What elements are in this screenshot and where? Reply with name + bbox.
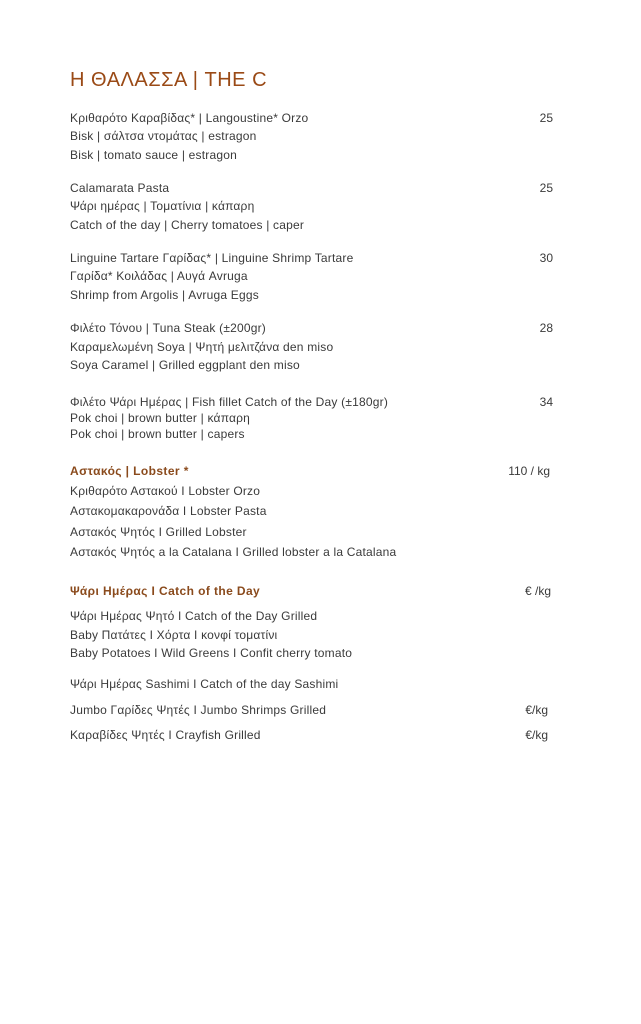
section-price: € /kg bbox=[524, 584, 551, 598]
lobster-item: Κριθαρότο Αστακού I Lobster Orzo bbox=[70, 484, 261, 498]
dish-price: 25 bbox=[539, 111, 553, 125]
dish-description-english: Catch of the day | Cherry tomatoes | caper bbox=[70, 218, 305, 232]
dish-name: Φιλέτο Τόνου | Tuna Steak (±200gr) bbox=[70, 321, 266, 335]
dish-price: 30 bbox=[539, 251, 553, 265]
dish-description-english: Bisk | tomato sauce | estragon bbox=[70, 148, 237, 162]
dish-description-greek: Καραμελωμένη Soya | Ψητή μελιτζάνα den miso bbox=[70, 340, 334, 354]
dish-description-english: Soya Caramel | Grilled eggplant den miso bbox=[70, 358, 300, 372]
extra-item-price: €/kg bbox=[525, 728, 548, 742]
dish-description-greek: Ψάρι ημέρας | Τοματίνια | κάπαρη bbox=[70, 199, 255, 213]
dish-price: 34 bbox=[539, 395, 553, 409]
dish-name: Linguine Tartare Γαρίδας* | Linguine Shrimp Tartare bbox=[70, 251, 354, 265]
section-heading: Αστακός | Lobster * bbox=[70, 464, 189, 478]
sashimi-item: Ψάρι Ημέρας Sashimi I Catch of the day Sashimi bbox=[70, 677, 339, 691]
lobster-item: Αστακομακαρονάδα I Lobster Pasta bbox=[70, 504, 267, 518]
extra-item-price: €/kg bbox=[525, 703, 548, 717]
section-price: 110 / kg bbox=[508, 464, 550, 478]
catch-item: Baby Πατάτες I Χόρτα I κονφί τοματίνι bbox=[70, 628, 278, 642]
extra-item-name: Καραβίδες Ψητές I Crayfish Grilled bbox=[70, 728, 261, 742]
section-heading: Ψάρι Ημέρας I Catch of the Day bbox=[70, 584, 261, 598]
lobster-item: Αστακός Ψητός a la Catalana I Grilled lobster a la Catalana bbox=[70, 545, 397, 559]
dish-description-english: Pok choi | brown butter | capers bbox=[70, 427, 245, 441]
dish-price: 25 bbox=[539, 181, 553, 195]
dish-name: Φιλέτο Ψάρι Ημέρας | Fish fillet Catch of the Day (±180gr) bbox=[70, 395, 389, 409]
catch-item: Ψάρι Ημέρας Ψητό I Catch of the Day Grilled bbox=[70, 609, 318, 623]
catch-item: Baby Potatoes I Wild Greens I Confit cherry tomato bbox=[70, 646, 353, 660]
dish-description-greek: Bisk | σάλτσα ντομάτας | estragon bbox=[70, 129, 257, 143]
dish-description-greek: Γαρίδα* Κοιλάδας | Αυγά Avruga bbox=[70, 269, 248, 283]
extra-item-name: Jumbo Γαρίδες Ψητές I Jumbo Shrimps Grilled bbox=[70, 703, 327, 717]
dish-description-english: Shrimp from Argolis | Avruga Eggs bbox=[70, 288, 259, 302]
dish-name: Κριθαρότο Καραβίδας* | Langoustine* Orzo bbox=[70, 111, 309, 125]
page-title: Η ΘΑΛΑΣΣΑ | THE C bbox=[70, 69, 268, 91]
lobster-item: Αστακός Ψητός I Grilled Lobster bbox=[70, 525, 247, 539]
dish-price: 28 bbox=[539, 321, 553, 335]
dish-description-greek: Pok choi | brown butter | κάπαρη bbox=[70, 411, 251, 425]
dish-name: Calamarata Pasta bbox=[70, 181, 170, 195]
